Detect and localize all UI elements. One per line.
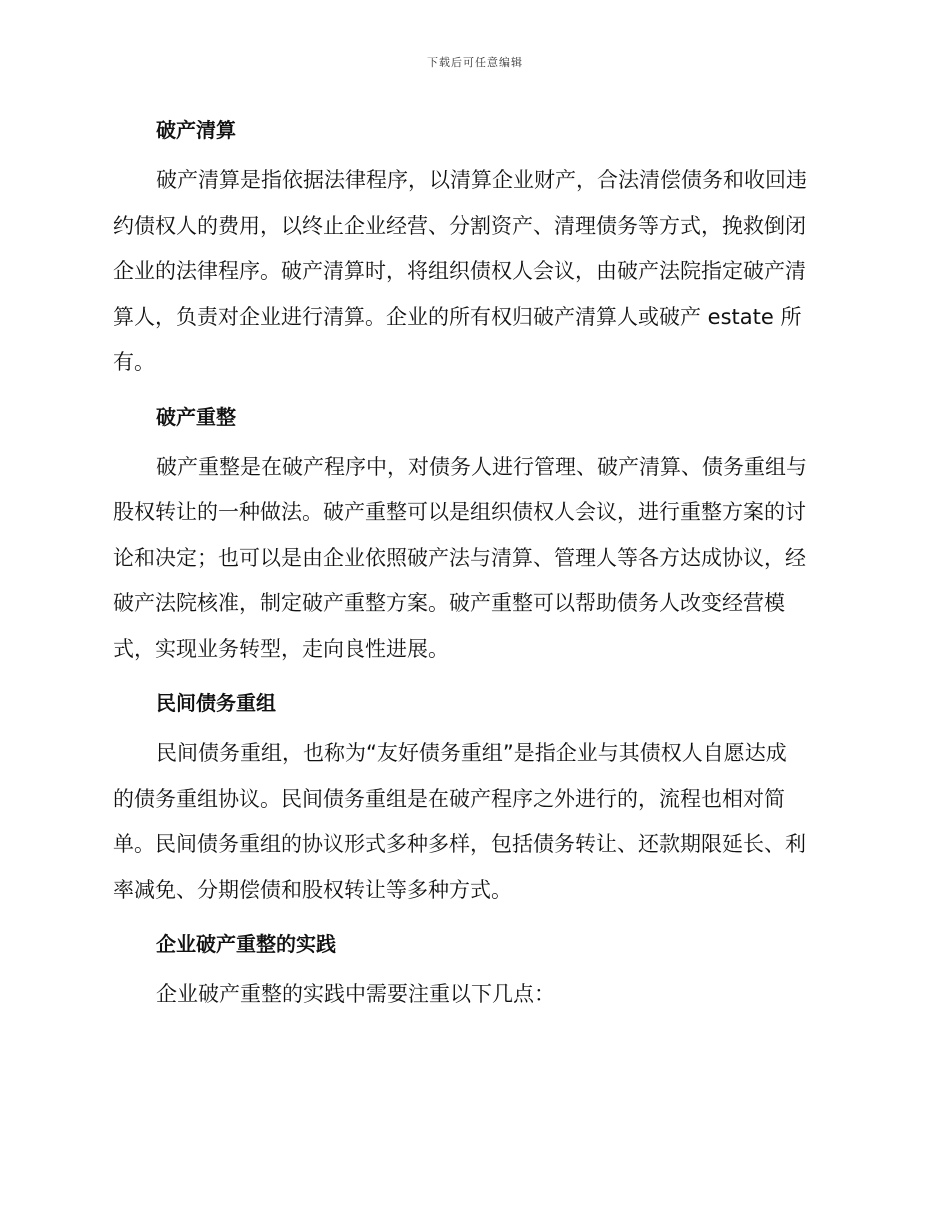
section-heading-reorganization-practice: 企业破产重整的实践 [156, 932, 336, 956]
paragraph-bankruptcy-liquidation: 破产清算是指依据法律程序，以清算企业财产，合法清偿债务和收回违 约债权人的费用，以终止企业经营、分割资产、清理债务等方式，挽救倒闭 企业的法律程序。破产清算时，将组织债权人会议，由破产法院指定破产清 算人，负责对企业进行清算。企业的所有权归破产清算人或破产 estate 所 有。 [113, 168, 807, 374]
section-heading-bankruptcy-reorganization: 破产重整 [156, 404, 236, 429]
paragraph-private-debt-restructuring: 民间债务重组，也称为“友好债务重组”是指企业与其债权人自愿达成 的债务重组协议。民间债务重组是在破产程序之外进行的，流程也相对简 单。民间债务重组的协议形式多种多样，包括债务转让、还款期限延长、利 率减免、分期偿债和股权转让等多种方式。 [113, 741, 806, 902]
paragraph-bankruptcy-reorganization: 破产重整是在破产程序中，对债务人进行管理、破产清算、债务重组与 股权转让的一种做法。破产重整可以是组织债权人会议，进行重整方案的讨 论和决定；也可以是由企业依照破产法与清算、管理人等各方达成协议，经 破产法院核准，制定破产重整方案。破产重整可以帮助债务人改变经营模 式，实现业务转型，走向良性进展。 [113, 454, 807, 661]
section-heading-bankruptcy-liquidation: 破产清算 [156, 118, 236, 142]
page-header: 下载后可任意编辑 [427, 56, 523, 69]
section-heading-private-debt-restructuring: 民间债务重组 [156, 691, 276, 715]
document-body [113, 108, 835, 1018]
paragraph-reorganization-practice: 企业破产重整的实践中需要注重以下几点： [156, 982, 555, 1006]
